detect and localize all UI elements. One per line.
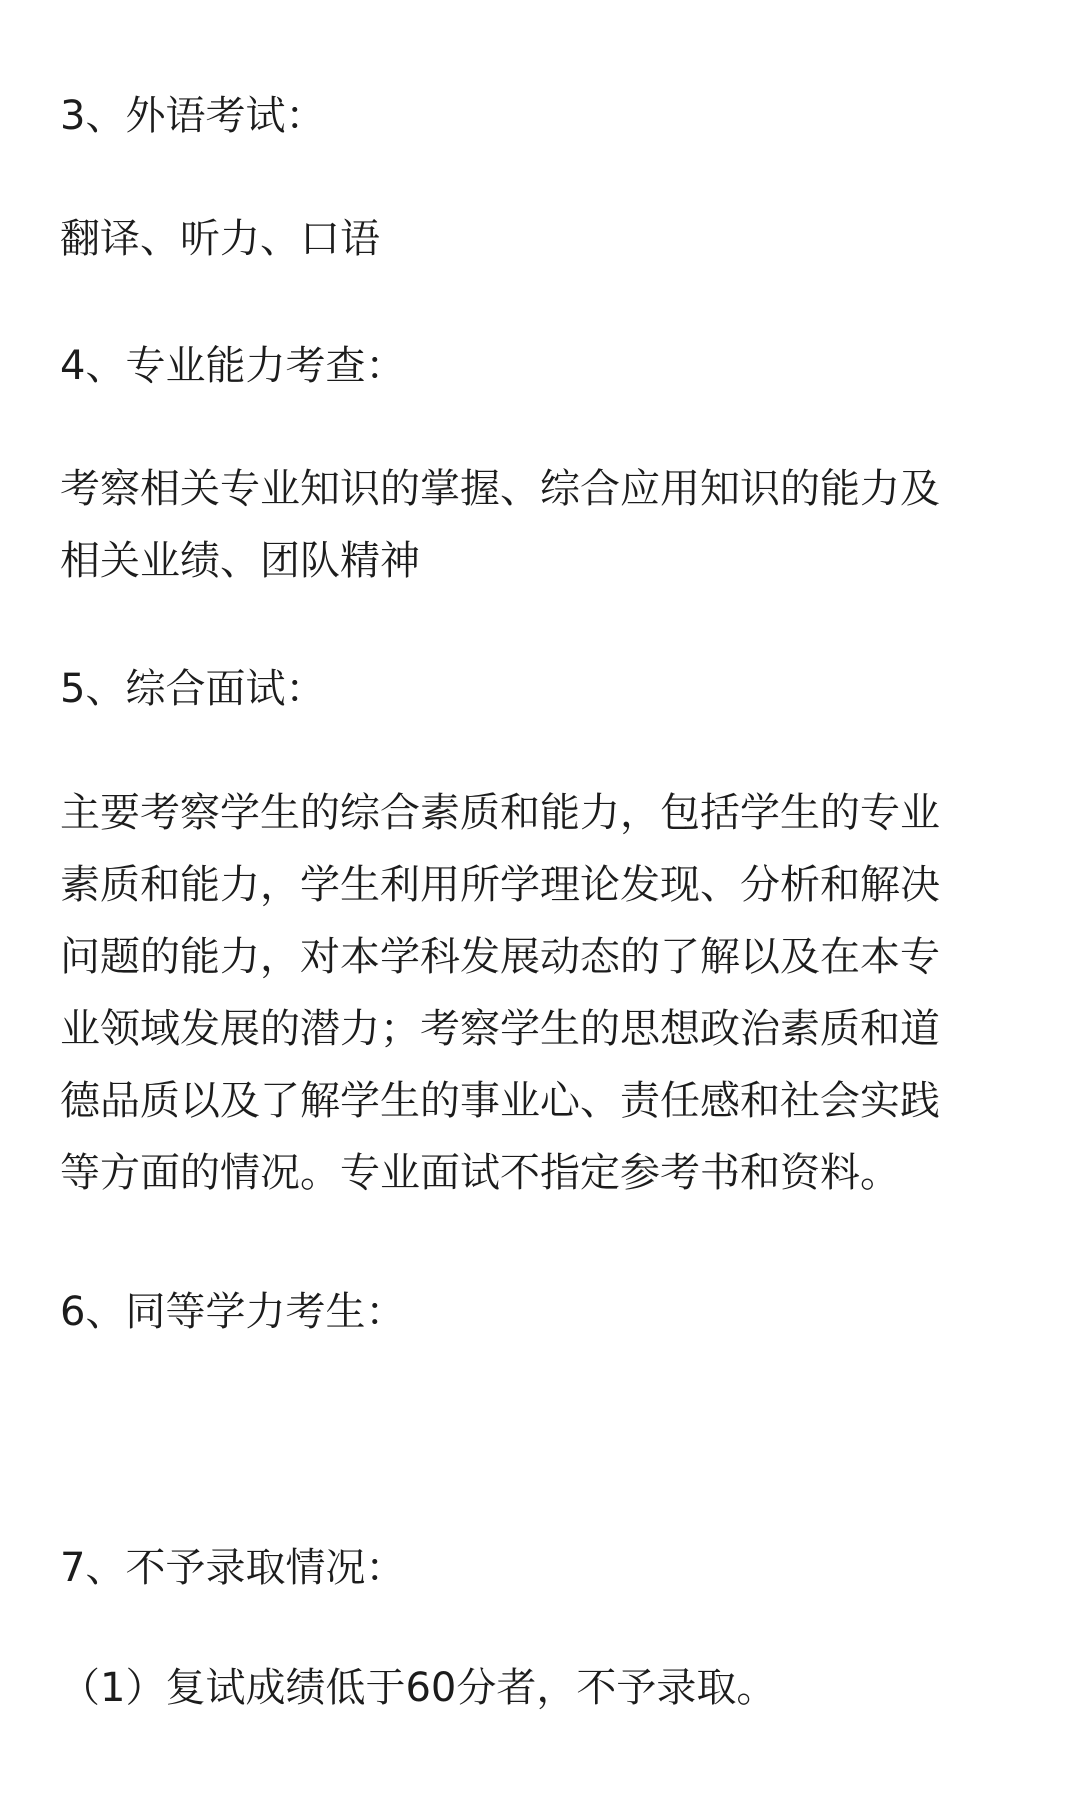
section-heading-foreign-language xyxy=(60,80,1020,152)
text-line: 主要考察学生的综合素质和能力，包括学生的专业 xyxy=(60,790,940,836)
paragraph-professional-ability xyxy=(60,453,1020,597)
section-heading-non-admission xyxy=(60,1532,1020,1604)
text-line: 6、同等学力考生： xyxy=(60,1289,406,1335)
text-line: 素质和能力，学生利用所学理论发现、分析和解决 xyxy=(60,862,940,908)
paragraph-non-admission-item-1 xyxy=(60,1652,1020,1724)
text-line: 考察相关专业知识的掌握、综合应用知识的能力及 xyxy=(60,466,940,512)
text-line: （1）复试成绩低于60分者，不予录取。 xyxy=(60,1665,777,1711)
section-heading-equivalent-candidates xyxy=(60,1276,1020,1348)
text-line: 业领域发展的潜力；考察学生的思想政治素质和道 xyxy=(60,1006,940,1052)
paragraph-comprehensive-interview xyxy=(60,777,1020,1209)
section-heading-comprehensive-interview xyxy=(60,653,1020,725)
text-line: 等方面的情况。专业面试不指定参考书和资料。 xyxy=(60,1150,900,1196)
section-heading-professional-ability xyxy=(60,330,1020,402)
text-line: 相关业绩、团队精神 xyxy=(60,538,420,584)
text-line: 3、外语考试： xyxy=(60,93,326,139)
text-line: 翻译、听力、口语 xyxy=(60,216,380,262)
text-line: 7、不予录取情况： xyxy=(60,1545,406,1591)
text-line: 德品质以及了解学生的事业心、责任感和社会实践 xyxy=(60,1078,940,1124)
paragraph-foreign-language-items xyxy=(60,203,1020,275)
text-line: 问题的能力，对本学科发展动态的了解以及在本专 xyxy=(60,934,940,980)
text-line: 5、综合面试： xyxy=(60,666,326,712)
text-line: 4、专业能力考查： xyxy=(60,343,406,389)
